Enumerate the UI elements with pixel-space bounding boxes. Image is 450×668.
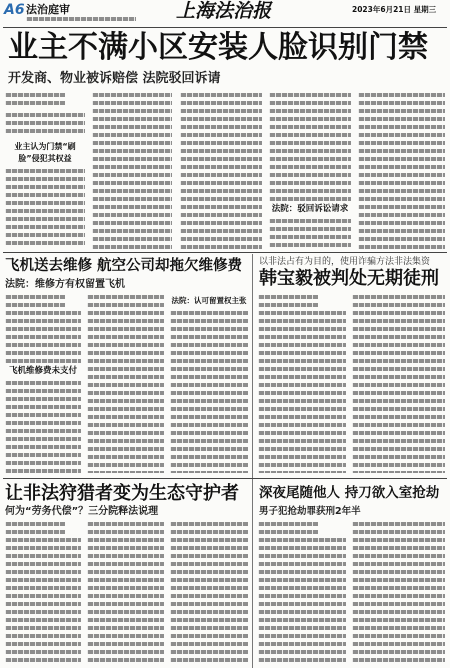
- aircraft-subhead: 法院：维修方有权留置飞机: [5, 279, 125, 290]
- body-text-block: [87, 295, 164, 473]
- issue-date: 2023年6月21日 星期三: [352, 5, 437, 14]
- body-text-block: [5, 113, 85, 137]
- robbery-headline: 深夜尾随他人 持刀欲入室抢劫: [259, 485, 440, 501]
- body-text-block: [258, 311, 346, 473]
- body-text-block: [87, 522, 164, 666]
- body-text-block: [170, 311, 248, 473]
- page-number: A6: [4, 2, 25, 18]
- lead-section-head-1: 业主认为门禁“刷脸”侵犯其权益: [14, 142, 76, 163]
- page-header: [0, 0, 450, 27]
- column-rule: [252, 254, 253, 668]
- body-text-block: [5, 538, 81, 666]
- body-text-block: [92, 93, 172, 249]
- section-rule: [3, 478, 447, 479]
- body-text-block: [5, 311, 81, 363]
- body-text-block: [352, 522, 445, 666]
- hunting-headline: 让非法狩猎者变为生态守护者: [5, 483, 239, 504]
- robbery-subhead: 男子犯抢劫罪获刑2年半: [259, 506, 361, 517]
- lead-subhead: 开发商、物业被诉赔偿 法院驳回诉请: [8, 71, 221, 86]
- lead-byline: [5, 93, 65, 109]
- body-text-block: [180, 93, 262, 249]
- aircraft-byline: [5, 295, 65, 307]
- aircraft-section-head-1: 飞机维修费未支付: [8, 366, 77, 376]
- aircraft-section-head-2: 法院：认可留置权主张: [171, 296, 247, 305]
- body-text-block: [358, 93, 445, 249]
- body-text-block: [5, 381, 81, 473]
- body-text-block: [5, 169, 85, 249]
- fundraising-headline: 韩宝毅被判处无期徒刑: [259, 268, 439, 289]
- section-name: 法治庭审: [26, 3, 70, 16]
- lead-headline: 业主不满小区安装人脸识别门禁: [8, 30, 428, 65]
- body-text-block: [269, 93, 351, 201]
- fundraising-kicker: 以非法占有为目的，使用诈骗方法非法集资: [259, 257, 431, 267]
- aircraft-headline: 飞机送去维修 航空公司却拖欠维修费: [5, 258, 243, 274]
- section-rule: [3, 252, 447, 253]
- lead-section-head-2: 法院：驳回诉讼请求: [271, 204, 349, 214]
- body-text-block: [269, 219, 351, 249]
- body-text-block: [352, 295, 445, 473]
- hunting-subhead: 何为“劳务代偿”？三分院释法说理: [5, 506, 159, 517]
- body-text-block: [258, 538, 346, 666]
- robbery-byline: [258, 522, 318, 534]
- hunting-byline: [5, 522, 65, 534]
- body-text-block: [170, 522, 248, 666]
- editor-credit-line: [26, 17, 136, 22]
- header-rule: [3, 27, 447, 28]
- fundraising-byline: [258, 295, 318, 307]
- masthead: 上海法治报: [176, 0, 272, 22]
